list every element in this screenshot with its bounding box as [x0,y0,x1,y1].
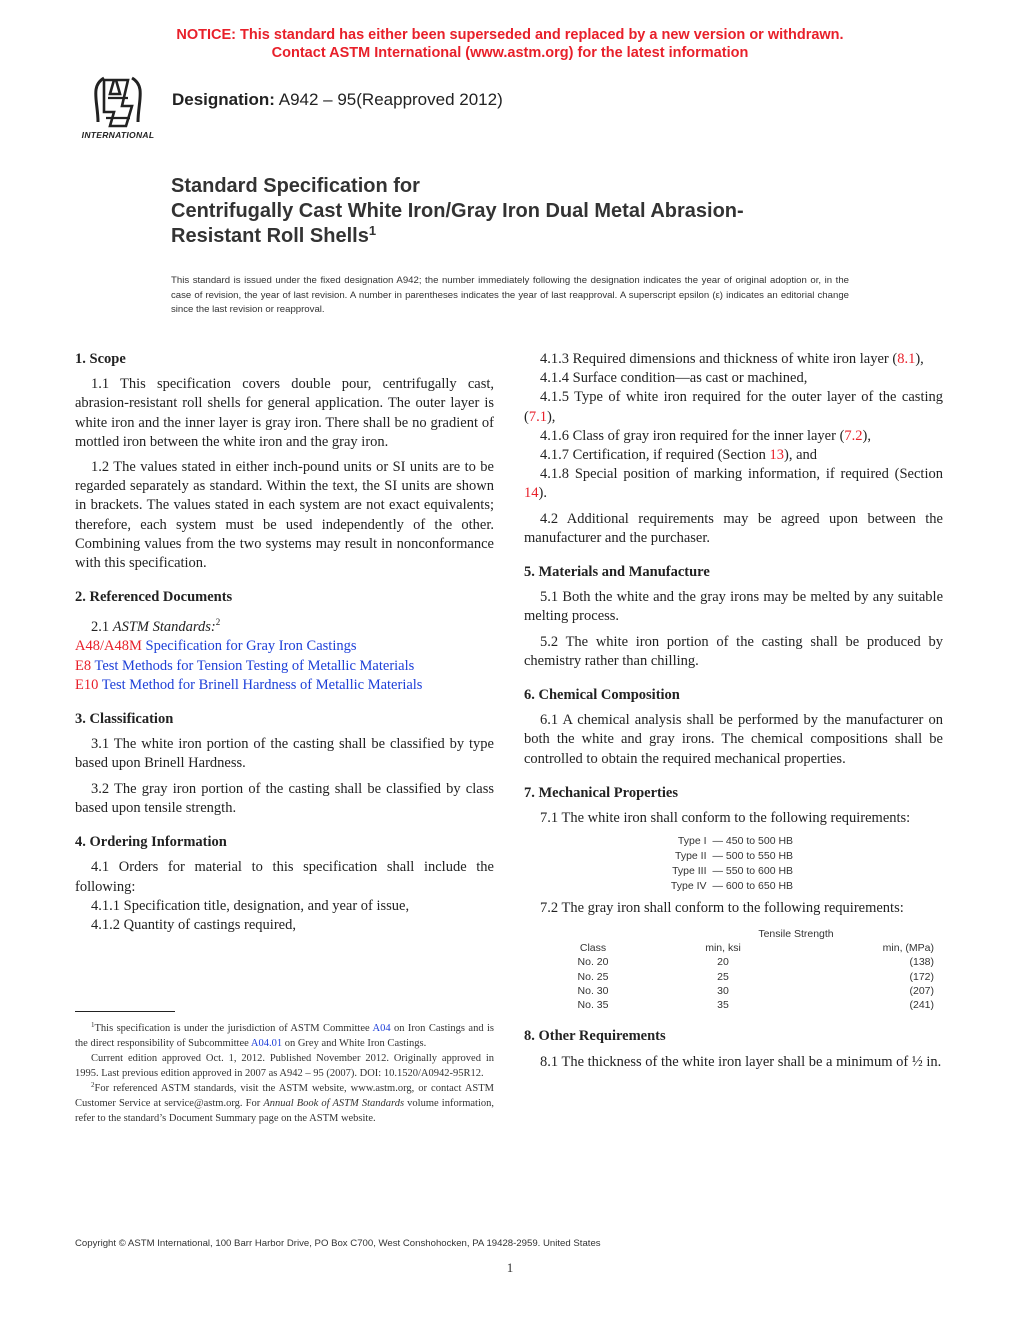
notice-line-1: NOTICE: This standard has either been superseded and replaced by a new version or withdrawn. [176,27,844,43]
refdocs-intro [91,613,494,637]
col-mpa: min, (MPa) [882,941,934,954]
cell-mpa: (138) [909,956,934,969]
footnote-1-b: on Iron Castings and is the direct responsibility of Subcommittee [75,1023,494,1049]
title-line-2: Centrifugally Cast White Iron/Gray Iron Dual Metal Abrasion- [171,200,744,222]
cell-class: No. 20 [577,956,609,969]
classification-heading: 3. Classification [75,711,174,728]
scope-heading: 1. Scope [75,351,126,367]
refdocs-heading: 2. Referenced Documents [75,589,233,606]
table-row [524,970,943,984]
astm-logo-icon [76,72,160,132]
notice-line-2: Contact ASTM International (www.astm.org) for the latest information [271,45,749,61]
footnote-rule [75,1011,175,1012]
footnote-2-mark: 2 [91,1081,95,1089]
footnotes [75,1021,494,1126]
ref-link-8-1[interactable]: 8.1 [897,351,916,367]
mechanical-p2: 7.2 The gray iron shall conform to the following requirements: [540,900,904,917]
white-iron-type-table [524,834,943,893]
ordering-item-3-end: ), [915,351,924,367]
ref-title-e8[interactable]: Test Methods for Tension Testing of Metallic Materials [94,657,415,674]
tensile-header: Tensile Strength [758,927,834,940]
title-line-3 [171,224,891,249]
ref-link-a48[interactable] [75,637,494,656]
type-row [524,864,943,879]
scope-p2: 1.2 The values stated in either inch-pound units or SI units are to be regarded separately as standard. Within the text, the SI units are shown in brackets. The values stated in each system are not exact equivalents; therefore, each system must be used independently of the other. Combining values from the two systems may result in nonconformance with this specification. [75,459,494,572]
table-row [524,955,943,969]
right-column [524,350,943,1078]
cell-ksi: 30 [717,984,729,997]
ordering-item-5-end: ), [546,408,556,425]
type-row [524,834,943,849]
cell-ksi: 25 [717,970,729,983]
other-heading: 8. Other Requirements [524,1028,666,1045]
ordering-item-3-text: 4.1.3 Required dimensions and thickness of white iron layer ( [540,351,898,367]
ordering-item-7-text: 4.1.7 Certification, if required (Section [540,447,770,464]
type-name: Type II [674,850,707,863]
footnote-2-b: volume information, refer to the standard’s Document Summary page on the ASTM website. [75,1098,494,1124]
ref-code-a48[interactable]: A48/A48M [75,638,142,655]
ordering-item-7-end: ), and [784,447,818,464]
cell-mpa: (172) [909,970,934,983]
footnote-1-a: This specification is under the jurisdiction of ASTM Committee [94,1023,373,1034]
ordering-item-8-end: ). [538,485,547,502]
col-class: Class [579,941,607,954]
classification-p1: 3.1 The white iron portion of the casting shall be classified by type based upon Brinell Hardness. [75,736,494,772]
mechanical-heading: 7. Mechanical Properties [524,784,678,801]
cell-class: No. 35 [577,999,609,1012]
ordering-item-6 [524,427,943,446]
ref-link-e10[interactable] [75,676,494,695]
ordering-item-6-text: 4.1.6 Class of gray iron required for the inner layer ( [540,427,845,444]
designation-value: A942 – 95(Reapproved 2012) [278,90,503,109]
type-range: — 550 to 600 HB [712,864,794,877]
type-name: Type I [677,835,707,848]
footnote-1-edition: Current edition approved Oct. 1, 2012. Published November 2012. Originally approved in 1995. Last previous edition approved in 2007 as A942 – 95 (2007). DOI: 10.1520/A0942-95R12. [75,1053,494,1079]
footnote-2 [75,1081,494,1126]
tensile-strength-table [524,927,943,1013]
tensile-column-headers [524,941,943,955]
left-column [75,350,494,935]
footnote-1-c: on Grey and White Iron Castings. [282,1038,427,1049]
copyright: Copyright © ASTM International, 100 Barr Harbor Drive, PO Box C700, West Conshohocken, PA 19428-2959. United States [75,1238,601,1249]
table-row [524,984,943,998]
refdocs-items [75,637,494,695]
scope-p1: 1.1 This specification covers double pour, centrifugally cast, abrasion-resistant roll shells for general application. The outer layer is white iron and the inner layer is gray iron. There shall be no gradient of mottled iron between the white iron and the gray iron. [75,376,494,450]
footnote-2-italic: Annual Book of ASTM Standards [263,1098,405,1109]
type-range: — 500 to 550 HB [712,850,794,863]
title-line-3-text: Resistant Roll Shells [171,225,369,247]
ordering-item-4: 4.1.4 Surface condition—as cast or machined, [540,370,808,387]
materials-heading: 5. Materials and Manufacture [524,564,710,581]
page-number: 1 [506,1260,514,1275]
ref-link-e8[interactable] [75,657,494,676]
title-footnote-mark: 1 [368,223,377,238]
type-row [524,879,943,894]
ordering-p1: 4.1 Orders for material to this specification shall include the following: [75,859,494,895]
footnote-1 [75,1021,494,1051]
ref-title-e10[interactable]: Test Method for Brinell Hardness of Metallic Materials [101,676,423,693]
logo-caption: INTERNATIONAL [81,130,155,140]
table-row [524,998,943,1012]
ordering-item-6-end: ), [862,427,871,444]
cell-ksi: 20 [717,956,729,969]
footnote-2-a: For referenced ASTM standards, visit the ASTM website, www.astm.org, or contact ASTM Customer Service at service@astm.org. For [75,1083,494,1109]
ordering-item-5-text: 4.1.5 Type of white iron required for the outer layer of the casting ( [524,389,943,425]
type-range: — 450 to 500 HB [712,835,794,848]
astm-logo [76,72,160,144]
mechanical-p1: 7.1 The white iron shall conform to the following requirements: [540,810,911,827]
ref-code-e8[interactable]: E8 [75,657,92,674]
cell-class: No. 25 [577,970,609,983]
ref-link-7-2[interactable]: 7.2 [844,427,863,444]
ordering-heading: 4. Ordering Information [75,834,227,851]
notice-banner [0,26,1020,62]
ordering-item-8-text: 4.1.8 Special position of marking information, if required (Section [540,466,943,483]
refdocs-intro-label: ASTM Standards: [112,619,216,636]
ordering-item-2: 4.1.2 Quantity of castings required, [91,916,296,933]
ordering-item-5 [524,388,943,426]
issued-note: This standard is issued under the fixed designation A942; the number immediately following the designation indicates the year of original adoption or, in the case of revision, the year of last revision. A number in parentheses indicates the year of last reapproval. A superscript epsilon (ε) indicates an editorial change since the last revision or reapproval. [171,275,849,316]
ordering-item-1: 4.1.1 Specification title, designation, and year of issue, [91,897,410,914]
refdocs-intro-num: 2.1 [91,619,110,636]
designation [172,90,503,110]
footnote-1-mark: 1 [91,1021,95,1029]
ref-link-14[interactable]: 14 [524,485,539,502]
type-name: Type IV [670,879,707,892]
chemical-p1: 6.1 A chemical analysis shall be performed by the manufacturer on both the white and gray irons. The chemical compositions shall be controlled to obtain the required mechanical properties. [524,712,943,767]
col-ksi: min, ksi [705,941,741,954]
ref-link-7-1[interactable]: 7.1 [528,408,547,425]
refdocs-list [75,613,494,637]
other-p1: 8.1 The thickness of the white iron layer shall be a minimum of ½ in. [540,1053,942,1070]
type-name: Type III [672,864,707,877]
ordering-item-7 [524,446,943,465]
document-title [171,174,891,249]
ref-title-a48[interactable]: Specification for Gray Iron Castings [145,638,357,655]
refdocs-intro-sup: 2 [215,617,221,628]
ordering-p2: 4.2 Additional requirements may be agreed upon between the manufacturer and the purchaser. [524,510,943,546]
classification-p2: 3.2 The gray iron portion of the casting shall be classified by class based upon tensile strength. [75,780,494,816]
cell-mpa: (241) [909,999,934,1012]
ordering-item-8 [524,465,943,503]
ref-link-13[interactable]: 13 [769,447,785,464]
footnote-link-a0401[interactable]: A04.01 [250,1038,283,1049]
footnote-link-a04[interactable]: A04 [372,1023,391,1034]
type-row [524,849,943,864]
cell-mpa: (207) [909,984,934,997]
cell-class: No. 30 [577,984,609,997]
materials-p1: 5.1 Both the white and the gray irons may be melted by any suitable melting process. [524,589,943,625]
ref-code-e10[interactable]: E10 [75,676,99,693]
cell-ksi: 35 [717,999,729,1012]
ordering-item-3 [524,350,943,369]
type-range: — 600 to 650 HB [712,879,794,892]
title-line-1: Standard Specification for [171,175,420,197]
materials-p2: 5.2 The white iron portion of the casting shall be produced by chemistry rather than chilling. [524,633,943,669]
designation-label: Designation: [172,90,275,109]
chemical-heading: 6. Chemical Composition [524,687,680,704]
